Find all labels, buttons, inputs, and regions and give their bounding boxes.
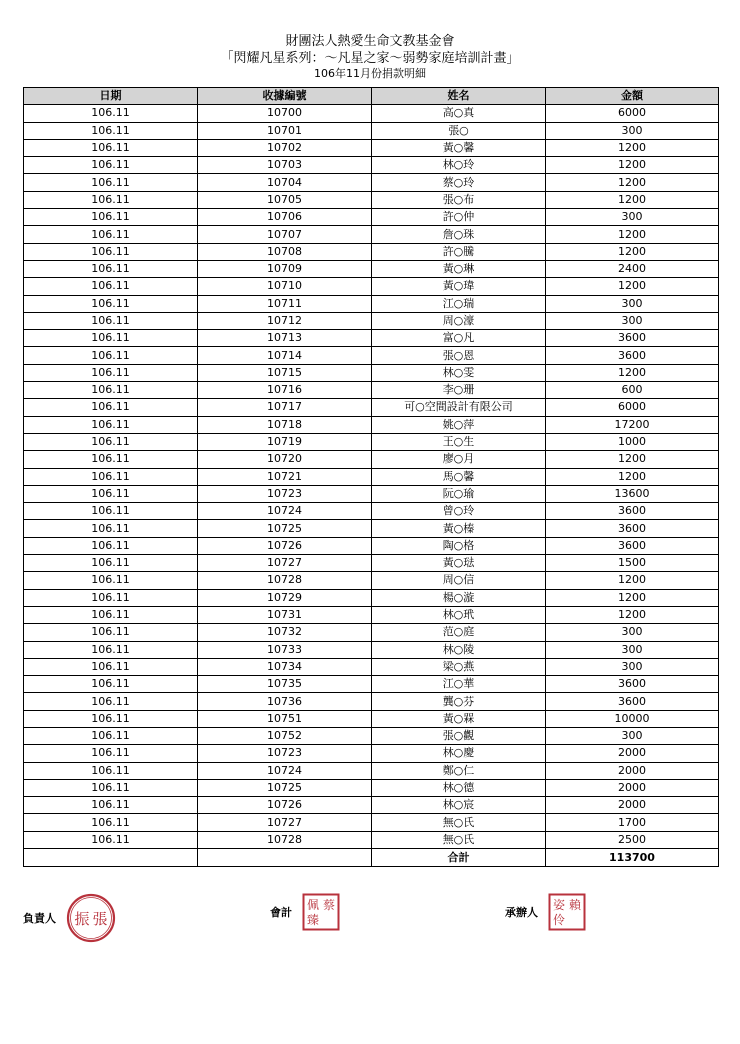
- cell-receipt: 10720: [198, 451, 372, 468]
- cell-name: 周○信: [372, 572, 546, 589]
- cell-amount: 1200: [546, 572, 719, 589]
- table-row: [24, 797, 719, 814]
- cell-amount: 17200: [546, 416, 719, 433]
- cell-receipt: 10704: [198, 174, 372, 191]
- cell-date: 106.11: [24, 209, 198, 226]
- cell-date: 106.11: [24, 139, 198, 156]
- cell-date: 106.11: [24, 174, 198, 191]
- table-row: [24, 122, 719, 139]
- table-row: [24, 606, 719, 623]
- cell-date: 106.11: [24, 762, 198, 779]
- cell-receipt: 10717: [198, 399, 372, 416]
- cell-receipt: 10724: [198, 503, 372, 520]
- cell-name: 蔡○玲: [372, 174, 546, 191]
- signature-handler: [505, 893, 586, 931]
- column-header-date: 日期: [24, 88, 198, 105]
- donation-table: [23, 87, 719, 867]
- cell-name: 周○濠: [372, 312, 546, 329]
- cell-receipt: 10727: [198, 555, 372, 572]
- cell-name: 無○氏: [372, 814, 546, 831]
- cell-date: 106.11: [24, 278, 198, 295]
- document-subtitle: 106年11月份捐款明細: [314, 67, 426, 80]
- accountant-seal-icon: [302, 893, 340, 931]
- cell-name: 張○恩: [372, 347, 546, 364]
- table-row: [24, 658, 719, 675]
- cell-receipt: 10708: [198, 243, 372, 260]
- cell-date: 106.11: [24, 451, 198, 468]
- cell-date: 106.11: [24, 433, 198, 450]
- cell-date: 106.11: [24, 520, 198, 537]
- cell-amount: 600: [546, 382, 719, 399]
- cell-receipt: 10732: [198, 624, 372, 641]
- cell-receipt: 10724: [198, 762, 372, 779]
- cell-receipt: 10726: [198, 537, 372, 554]
- cell-receipt: 10715: [198, 364, 372, 381]
- cell-receipt: 10707: [198, 226, 372, 243]
- cell-date: 106.11: [24, 641, 198, 658]
- cell-name: 江○瑞: [372, 295, 546, 312]
- signature-responsible: [23, 893, 116, 943]
- cell-amount: 3600: [546, 503, 719, 520]
- table-row: [24, 157, 719, 174]
- responsible-label: 負責人: [23, 912, 56, 925]
- cell-date: 106.11: [24, 260, 198, 277]
- table-row: [24, 243, 719, 260]
- handler-seal-icon: [548, 893, 586, 931]
- cell-receipt: 10702: [198, 139, 372, 156]
- cell-amount: 1200: [546, 174, 719, 191]
- table-row: [24, 831, 719, 848]
- cell-amount: 1200: [546, 243, 719, 260]
- svg-text:姿: 姿: [552, 898, 566, 912]
- cell-amount: 6000: [546, 105, 719, 122]
- table-row: [24, 295, 719, 312]
- table-row: [24, 641, 719, 658]
- cell-name: 張○布: [372, 191, 546, 208]
- cell-name: 曾○玲: [372, 503, 546, 520]
- cell-date: 106.11: [24, 347, 198, 364]
- cell-date: 106.11: [24, 330, 198, 347]
- cell-date: 106.11: [24, 537, 198, 554]
- cell-name: 李○珊: [372, 382, 546, 399]
- table-row: [24, 693, 719, 710]
- cell-receipt: 10726: [198, 797, 372, 814]
- cell-date: 106.11: [24, 364, 198, 381]
- cell-name: 阮○瑜: [372, 485, 546, 502]
- table-row: [24, 624, 719, 641]
- cell-name: 龔○芬: [372, 693, 546, 710]
- cell-amount: 3600: [546, 520, 719, 537]
- cell-amount: 3600: [546, 693, 719, 710]
- table-row: [24, 745, 719, 762]
- table-row: [24, 226, 719, 243]
- table-row: [24, 139, 719, 156]
- cell-amount: 1200: [546, 451, 719, 468]
- cell-amount: 6000: [546, 399, 719, 416]
- cell-name: 可○空間設計有限公司: [372, 399, 546, 416]
- table-row: [24, 312, 719, 329]
- table-row: [24, 814, 719, 831]
- cell-receipt: 10711: [198, 295, 372, 312]
- cell-amount: 3600: [546, 537, 719, 554]
- cell-amount: 1200: [546, 226, 719, 243]
- cell-amount: 10000: [546, 710, 719, 727]
- cell-receipt: 10712: [198, 312, 372, 329]
- cell-date: 106.11: [24, 243, 198, 260]
- table-row: [24, 364, 719, 381]
- cell-amount: 300: [546, 624, 719, 641]
- cell-receipt: 10736: [198, 693, 372, 710]
- cell-date: 106.11: [24, 710, 198, 727]
- cell-receipt: 10723: [198, 485, 372, 502]
- cell-amount: 1200: [546, 606, 719, 623]
- cell-receipt: 10701: [198, 122, 372, 139]
- cell-receipt: 10734: [198, 658, 372, 675]
- table-row: [24, 209, 719, 226]
- cell-date: 106.11: [24, 831, 198, 848]
- org-title: 財團法人熱愛生命文教基金會: [285, 34, 455, 49]
- cell-receipt: 10725: [198, 779, 372, 796]
- cell-date: 106.11: [24, 693, 198, 710]
- total-amount: 113700: [546, 849, 719, 867]
- cell-name: 張○觀: [372, 727, 546, 744]
- cell-name: 林○德: [372, 779, 546, 796]
- cell-name: 廖○月: [372, 451, 546, 468]
- cell-amount: 3600: [546, 347, 719, 364]
- accountant-label: 會計: [270, 906, 292, 919]
- cell-date: 106.11: [24, 485, 198, 502]
- cell-receipt: 10700: [198, 105, 372, 122]
- document-header: [0, 33, 740, 81]
- cell-amount: 300: [546, 312, 719, 329]
- table-row: [24, 485, 719, 502]
- cell-receipt: 10718: [198, 416, 372, 433]
- svg-text:臻: 臻: [306, 913, 320, 927]
- table-row: [24, 468, 719, 485]
- cell-amount: 300: [546, 209, 719, 226]
- cell-name: 鄭○仁: [372, 762, 546, 779]
- cell-amount: 2000: [546, 762, 719, 779]
- cell-name: 姚○萍: [372, 416, 546, 433]
- table-row: [24, 416, 719, 433]
- cell-receipt: 10719: [198, 433, 372, 450]
- cell-name: 黃○榛: [372, 520, 546, 537]
- table-row: [24, 278, 719, 295]
- table-row: [24, 191, 719, 208]
- cell-name: 馬○馨: [372, 468, 546, 485]
- cell-date: 106.11: [24, 312, 198, 329]
- cell-date: 106.11: [24, 105, 198, 122]
- cell-date: 106.11: [24, 589, 198, 606]
- responsible-seal-icon: [66, 893, 116, 943]
- cell-receipt: 10751: [198, 710, 372, 727]
- cell-amount: 1700: [546, 814, 719, 831]
- cell-date: 106.11: [24, 658, 198, 675]
- cell-name: 林○玲: [372, 157, 546, 174]
- cell-date: 106.11: [24, 226, 198, 243]
- table-row: [24, 260, 719, 277]
- cell-name: 張○: [372, 122, 546, 139]
- cell-name: 高○真: [372, 105, 546, 122]
- table-row: [24, 433, 719, 450]
- table-row: [24, 727, 719, 744]
- cell-name: 詹○珠: [372, 226, 546, 243]
- cell-amount: 300: [546, 727, 719, 744]
- table-row: [24, 174, 719, 191]
- cell-date: 106.11: [24, 676, 198, 693]
- cell-name: 黃○琺: [372, 555, 546, 572]
- signature-accountant: [270, 893, 340, 931]
- cell-name: 許○仲: [372, 209, 546, 226]
- cell-name: 無○氏: [372, 831, 546, 848]
- total-label: 合計: [372, 849, 546, 867]
- handler-label: 承辦人: [505, 906, 538, 919]
- cell-name: 林○宸: [372, 797, 546, 814]
- cell-amount: 1200: [546, 468, 719, 485]
- cell-receipt: 10733: [198, 641, 372, 658]
- cell-date: 106.11: [24, 779, 198, 796]
- table-row: [24, 572, 719, 589]
- cell-name: 梁○燕: [372, 658, 546, 675]
- table-row: [24, 537, 719, 554]
- svg-text:振: 振: [74, 910, 90, 928]
- cell-receipt: 10725: [198, 520, 372, 537]
- cell-amount: 1200: [546, 364, 719, 381]
- cell-receipt: 10728: [198, 831, 372, 848]
- cell-date: 106.11: [24, 503, 198, 520]
- table-header-row: [24, 88, 719, 105]
- cell-amount: 3600: [546, 330, 719, 347]
- cell-name: 富○凡: [372, 330, 546, 347]
- cell-receipt: 10709: [198, 260, 372, 277]
- cell-receipt: 10731: [198, 606, 372, 623]
- table-row: [24, 762, 719, 779]
- cell-date: 106.11: [24, 727, 198, 744]
- cell-date: 106.11: [24, 606, 198, 623]
- cell-date: 106.11: [24, 572, 198, 589]
- cell-date: 106.11: [24, 295, 198, 312]
- cell-receipt: 10728: [198, 572, 372, 589]
- table-row: [24, 382, 719, 399]
- cell-name: 林○玳: [372, 606, 546, 623]
- cell-receipt: 10727: [198, 814, 372, 831]
- cell-name: 江○華: [372, 676, 546, 693]
- cell-name: 林○慶: [372, 745, 546, 762]
- cell-amount: 300: [546, 641, 719, 658]
- cell-amount: 300: [546, 295, 719, 312]
- table-row: [24, 347, 719, 364]
- cell-receipt: 10706: [198, 209, 372, 226]
- cell-date: 106.11: [24, 416, 198, 433]
- cell-amount: 2000: [546, 779, 719, 796]
- cell-name: 黃○琳: [372, 260, 546, 277]
- column-header-amount: 金額: [546, 88, 719, 105]
- cell-name: 林○雯: [372, 364, 546, 381]
- cell-date: 106.11: [24, 745, 198, 762]
- cell-amount: 300: [546, 658, 719, 675]
- cell-amount: 300: [546, 122, 719, 139]
- cell-receipt: 10703: [198, 157, 372, 174]
- svg-text:佩: 佩: [306, 898, 320, 912]
- cell-amount: 2400: [546, 260, 719, 277]
- cell-receipt: 10729: [198, 589, 372, 606]
- project-title: 「閃耀凡星系列：～凡星之家～弱勢家庭培訓計畫」: [220, 51, 520, 66]
- svg-text:賴: 賴: [568, 898, 582, 912]
- table-row: [24, 399, 719, 416]
- cell-amount: 1200: [546, 191, 719, 208]
- total-empty-cell: [198, 849, 372, 867]
- table-row: [24, 710, 719, 727]
- cell-date: 106.11: [24, 399, 198, 416]
- cell-amount: 2000: [546, 745, 719, 762]
- cell-name: 楊○漩: [372, 589, 546, 606]
- cell-date: 106.11: [24, 468, 198, 485]
- cell-receipt: 10713: [198, 330, 372, 347]
- cell-receipt: 10705: [198, 191, 372, 208]
- svg-text:伶: 伶: [552, 913, 566, 927]
- cell-receipt: 10714: [198, 347, 372, 364]
- cell-name: 陶○格: [372, 537, 546, 554]
- total-row: [24, 849, 719, 867]
- cell-amount: 1200: [546, 278, 719, 295]
- cell-amount: 1200: [546, 157, 719, 174]
- cell-amount: 13600: [546, 485, 719, 502]
- column-header-name: 姓名: [372, 88, 546, 105]
- table-body: [24, 105, 719, 849]
- cell-receipt: 10735: [198, 676, 372, 693]
- table-row: [24, 555, 719, 572]
- table-row: [24, 451, 719, 468]
- table-row: [24, 520, 719, 537]
- svg-text:蔡: 蔡: [322, 898, 336, 912]
- table-row: [24, 330, 719, 347]
- cell-name: 黃○馨: [372, 139, 546, 156]
- table-row: [24, 105, 719, 122]
- cell-date: 106.11: [24, 555, 198, 572]
- cell-date: 106.11: [24, 122, 198, 139]
- cell-receipt: 10710: [198, 278, 372, 295]
- cell-amount: 3600: [546, 676, 719, 693]
- cell-name: 范○庭: [372, 624, 546, 641]
- cell-date: 106.11: [24, 797, 198, 814]
- cell-amount: 1200: [546, 139, 719, 156]
- svg-text:張: 張: [92, 910, 108, 928]
- cell-receipt: 10716: [198, 382, 372, 399]
- cell-amount: 1200: [546, 589, 719, 606]
- cell-date: 106.11: [24, 157, 198, 174]
- cell-name: 林○陵: [372, 641, 546, 658]
- cell-receipt: 10721: [198, 468, 372, 485]
- total-empty-cell: [24, 849, 198, 867]
- cell-amount: 2000: [546, 797, 719, 814]
- cell-receipt: 10752: [198, 727, 372, 744]
- table-row: [24, 589, 719, 606]
- table-row: [24, 676, 719, 693]
- cell-name: 許○騰: [372, 243, 546, 260]
- cell-amount: 1500: [546, 555, 719, 572]
- table-row: [24, 503, 719, 520]
- column-header-receipt: 收據編號: [198, 88, 372, 105]
- table-row: [24, 779, 719, 796]
- cell-date: 106.11: [24, 191, 198, 208]
- cell-date: 106.11: [24, 382, 198, 399]
- cell-name: 王○生: [372, 433, 546, 450]
- cell-amount: 2500: [546, 831, 719, 848]
- cell-date: 106.11: [24, 814, 198, 831]
- cell-name: 黃○槑: [372, 710, 546, 727]
- cell-amount: 1000: [546, 433, 719, 450]
- cell-date: 106.11: [24, 624, 198, 641]
- cell-receipt: 10723: [198, 745, 372, 762]
- cell-name: 黃○瑋: [372, 278, 546, 295]
